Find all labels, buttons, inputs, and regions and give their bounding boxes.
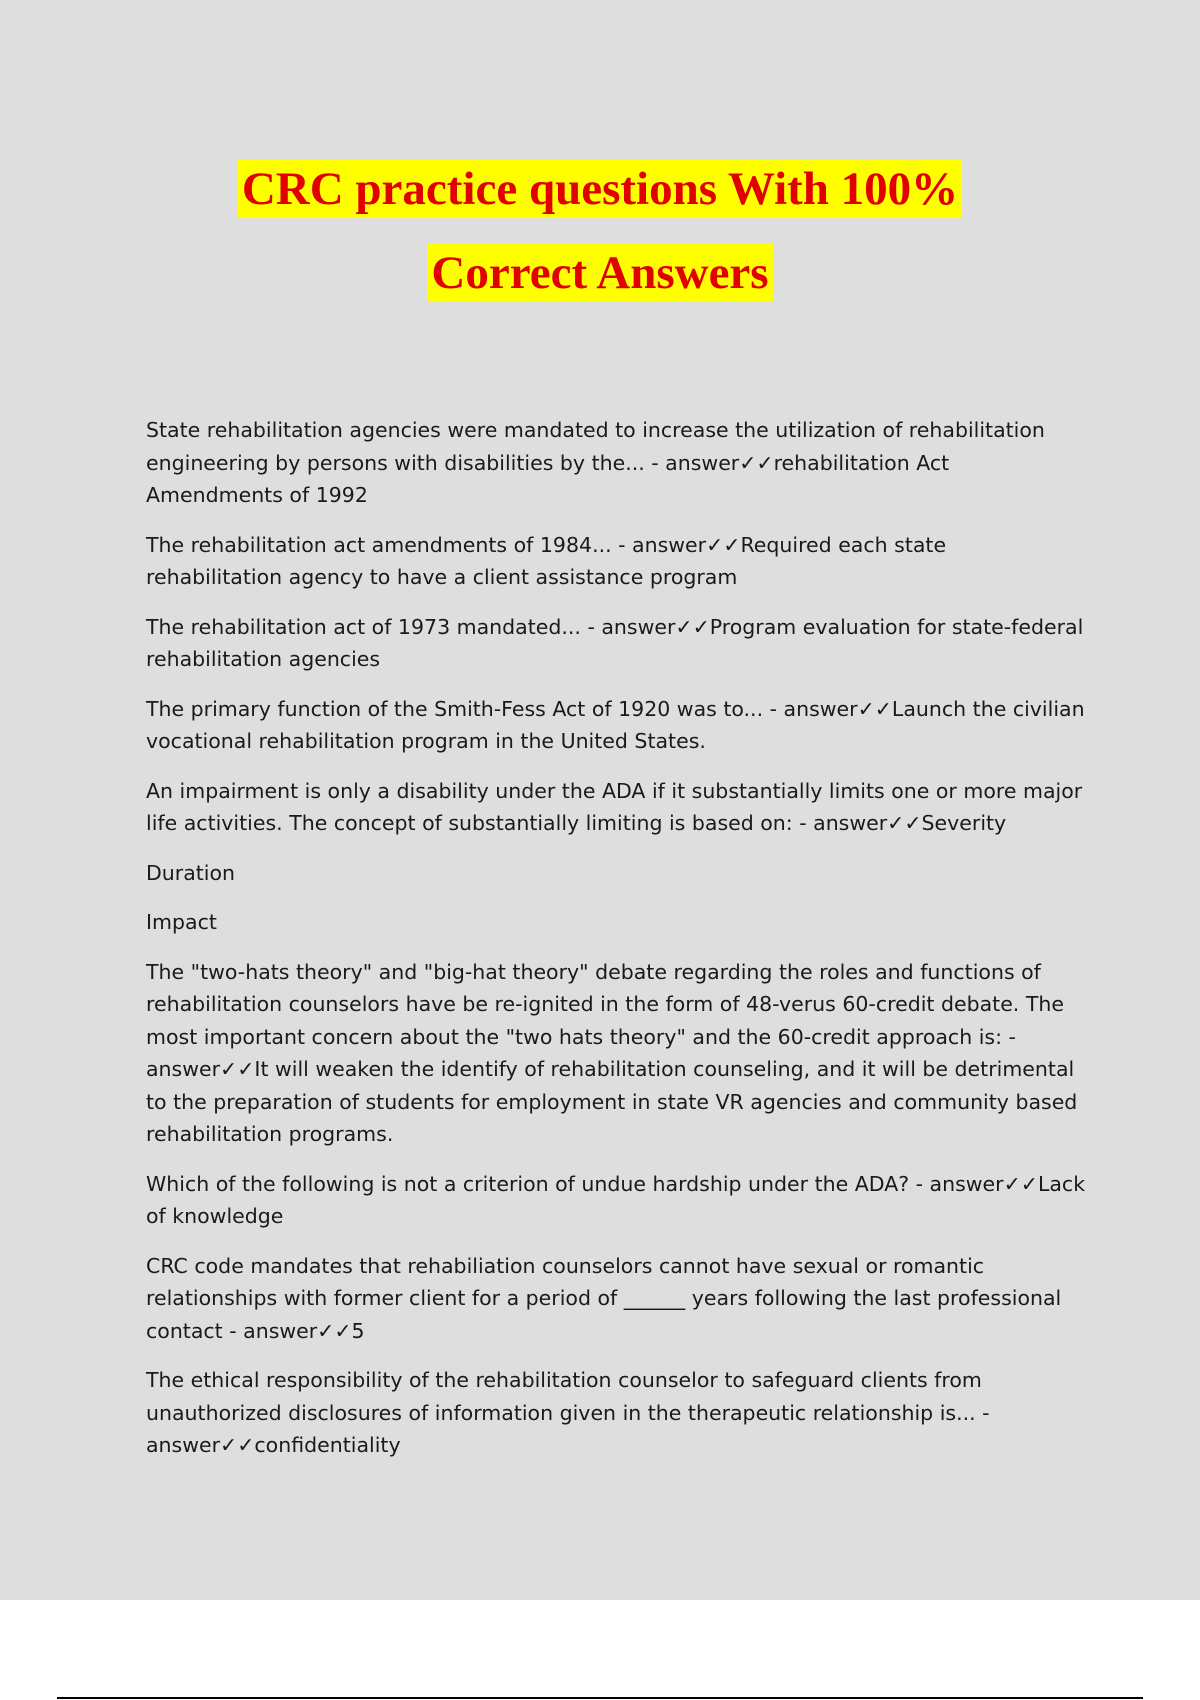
question-paragraph: The ethical responsibility of the rehabilitation counselor to safeguard clients from unauthorized disclosures of information given in the therapeutic relationship is... - answer✓✓confidentiality (146, 1368, 990, 1457)
question-paragraph: An impairment is only a disability under the ADA if it substantially limits one or more major life activities. The concept of substantially limiting is based on: - answer✓✓Severity (146, 778, 1083, 835)
title-line-1: CRC practice questions With 100% (238, 160, 962, 218)
question-paragraph: The primary function of the Smith-Fess Act of 1920 was to... - answer✓✓Launch the civilian vocational rehabilitation program in the United States. (146, 696, 1085, 753)
question-paragraph: CRC code mandates that rehabiliation counselors cannot have sexual or romantic relationships with former client for a period of ______ years following the last professional contact - answer✓✓5 (146, 1253, 1062, 1343)
question-paragraph: Which of the following is not a criterion of undue hardship under the ADA? - answer✓✓Lack of knowledge (146, 1171, 1086, 1228)
question-paragraph: State rehabilitation agencies were mandated to increase the utilization of rehabilitation engineering by persons with disabilities by the... - answer✓✓rehabilitation Act Amendments of 1992 (146, 418, 1045, 507)
answer-continuation: Duration (146, 860, 236, 885)
question-paragraph: The "two-hats theory" and "big-hat theory" debate regarding the roles and functions of rehabilitation counselors have be re-ignited in the form of 48-verus 60-credit debate. The most important concern about the "two hats theory" and the 60-credit approach is: - answer✓✓It will weaken the identify of rehabilitation counseling, and it will be detrimental to the preparation of students for employment in state VR agencies and community based rehabilitation programs. (146, 959, 1078, 1146)
question-paragraph: The rehabilitation act of 1973 mandated... - answer✓✓Program evaluation for state-federal rehabilitation agencies (146, 614, 1084, 671)
document-title (0, 160, 1200, 328)
footer-divider (57, 1697, 1143, 1699)
question-list (146, 414, 1086, 1479)
answer-continuation: Impact (146, 910, 217, 934)
question-paragraph: The rehabilitation act amendments of 1984... - answer✓✓Required each state rehabilitation agency to have a client assistance program (146, 532, 947, 589)
title-line-2: Correct Answers (427, 244, 772, 302)
